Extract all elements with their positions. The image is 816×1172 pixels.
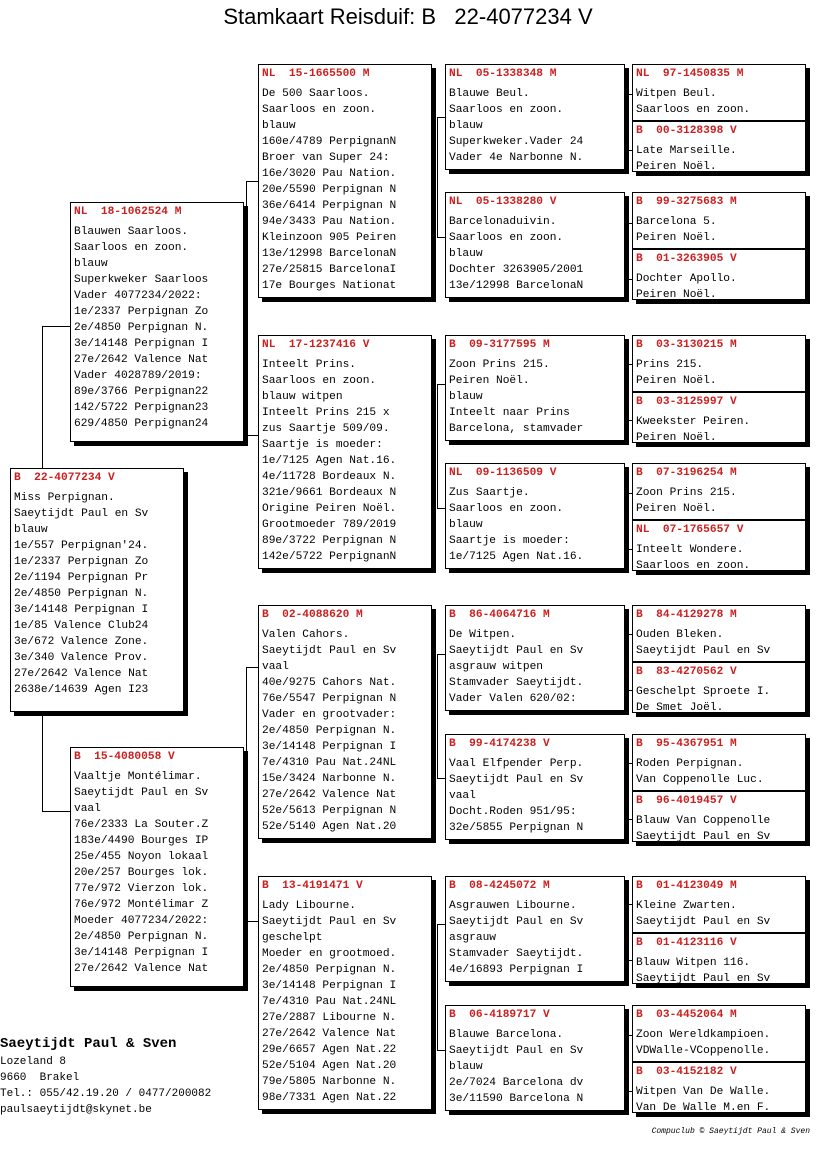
pigeon-card-ffm [445,192,625,298]
connector-line [437,237,445,238]
pigeon-info-line: Prins 215. [636,359,704,371]
owner-city: 9660 Brakel [0,1072,80,1084]
pigeon-info-line: Stamvader Saeytijdt. [449,677,584,689]
pigeon-info-line: 3e/14148 Perpignan I [262,980,397,992]
pigeon-info-line: 27e/2887 Libourne N. [262,1012,397,1024]
pigeon-info-line: 52e/5140 Agen Nat.20 [262,821,397,833]
pigeon-info-line: Saeytijdt Paul en Sv [636,831,771,842]
owner-name: Saeytijdt Paul & Sven [0,1036,177,1052]
connector-line [437,384,445,385]
connector-line [628,634,629,690]
pigeon-info-line: 160e/4789 PerpignanN [262,136,397,148]
connector-line [42,326,43,468]
ring-number: B 01-4123116 V [636,937,737,949]
pigeon-info-line: blauw [262,120,296,132]
owner-email: paulsaeytijdt@skynet.be [0,1104,152,1116]
pigeon-info-line: Inteelt Wondere. [636,544,744,556]
pigeon-info-line: 3e/14148 Perpignan I [74,338,209,350]
pigeon-info-line: Docht.Roden 951/95: [449,806,577,818]
pigeon-card-g2 [632,121,806,172]
ring-number: NL 18-1062524 M [74,206,182,218]
pigeon-info-line: 27e/2642 Valence Nat [262,789,397,801]
pigeon-card-sire-dam [258,335,432,569]
pigeon-info-line: 89e/3722 Perpignan N [262,535,397,547]
ring-number: B 08-4245072 M [449,880,550,892]
pigeon-info-line: Peiren Noël. [636,432,717,443]
pigeon-info-line: Valen Cahors. [262,629,350,641]
connector-line [628,493,629,549]
pigeon-info-line: 3e/340 Valence Prov. [14,652,149,664]
pigeon-info-line: 142/5722 Perpignan23 [74,402,209,414]
pigeon-card-dam [70,747,244,987]
pigeon-info-line: Dochter Apollo. [636,273,737,285]
pigeon-card-g9 [632,605,806,662]
pigeon-info-line: 98e/7331 Agen Nat.22 [262,1092,397,1104]
ring-number: B 02-4088620 M [262,609,363,621]
pigeon-info-line: Vader 4077234/2022: [74,290,202,302]
pigeon-card-g12 [632,791,806,842]
connector-line [42,326,70,327]
pigeon-info-line: Origine Peiren Noël. [262,503,397,515]
connector-line [437,508,445,509]
pigeon-info-line: 1e/557 Perpignan'24. [14,540,149,552]
pigeon-info-line: Geschelpt Sproete I. [636,686,771,698]
pigeon-info-line: Miss Perpignan. [14,492,115,504]
pigeon-info-line: Zoon Prins 215. [449,359,550,371]
pigeon-info-line: 2e/4850 Perpignan N. [262,964,397,976]
pigeon-info-line: 76e/972 Montélimar Z [74,899,209,911]
pigeon-info-line: 1e/85 Valence Club24 [14,620,149,632]
pigeon-info-line: De 500 Saarloos. [262,88,370,100]
pigeon-info-line: Saarloos en zoon. [449,104,564,116]
ring-number: B 06-4189717 V [449,1009,550,1021]
pigeon-info-line: 20e/257 Bourges lok. [74,867,209,879]
connector-line [246,435,258,436]
ring-number: NL 97-1450835 M [636,68,744,80]
pigeon-info-line: blauw [449,248,483,260]
pigeon-info-line: 52e/5613 Perpignan N [262,805,397,817]
pigeon-info-line: Peiren Noël. [636,375,717,387]
pigeon-info-line: Saeytijdt Paul en Sv [636,645,771,657]
ring-number: B 83-4270562 V [636,666,737,678]
pigeon-info-line: Moeder 4077234/2022: [74,915,209,927]
pigeon-card-g15 [632,1005,806,1062]
pigeon-info-line: Blauwen Saarloos. [74,226,189,238]
pigeon-info-line: Van De Walle M.en F. [636,1102,771,1113]
pigeon-info-line: 76e/5547 Perpignan N [262,693,397,705]
pigeon-info-line: Blauw Witpen 116. [636,957,751,969]
pigeon-info-line: 13e/12998 BarcelonaN [449,280,584,292]
pigeon-info-line: asgrauw witpen [449,661,543,673]
connector-line [437,117,438,237]
pigeon-info-line: 29e/6657 Agen Nat.22 [262,1044,397,1056]
pigeon-info-line: Saarloos en zoon. [636,560,751,571]
pigeon-info-line: Barcelona, stamvader [449,423,584,435]
pigeon-info-line: Saarloos en zoon. [262,375,377,387]
pigeon-info-line: Peiren Noël. [636,289,717,300]
ring-number: B 03-4152182 V [636,1066,737,1078]
footer-credit: Compuclub © Saeytijdt Paul & Sven [651,1127,810,1136]
ring-number: B 01-4123049 M [636,880,737,892]
pigeon-info-line: Kleine Zwarten. [636,900,737,912]
pigeon-info-line: Saeytijdt Paul en Sv [74,787,209,799]
pigeon-info-line: vaal [262,661,289,673]
pigeon-info-line: Vaaltje Montélimar. [74,771,202,783]
ring-number: B 22-4077234 V [14,472,115,484]
pigeon-info-line: Saeytijdt Paul en Sv [262,645,397,657]
pigeon-info-line: 1e/2337 Perpignan Zo [74,306,209,318]
pigeon-info-line: Saarloos en zoon. [262,104,377,116]
pigeon-info-line: 183e/4490 Bourges IP [74,835,209,847]
pigeon-info-line: 142e/5722 PerpignanN [262,551,397,563]
pigeon-info-line: Saeytijdt Paul en Sv [449,1045,584,1057]
ring-number: B 86-4064716 M [449,609,550,621]
ring-number: B 01-3263905 V [636,253,737,265]
pigeon-info-line: Stamvader Saeytijdt. [449,948,584,960]
pigeon-card-g4 [632,249,806,300]
pigeon-card-g13 [632,876,806,933]
pigeon-info-line: 629/4850 Perpignan24 [74,418,209,430]
connector-line [628,763,629,819]
pigeon-info-line: Peiren Noël. [636,161,717,172]
pigeon-card-g8 [632,520,806,571]
pigeon-info-line: Saeytijdt Paul en Sv [14,508,149,520]
pigeon-card-g16 [632,1062,806,1113]
pigeon-info-line: Moeder en grootmoed. [262,948,397,960]
pigeon-info-line: blauw [449,519,483,531]
pigeon-info-line: Zoon Wereldkampioen. [636,1029,771,1041]
ring-number: NL 17-1237416 V [262,339,370,351]
connector-line [246,921,258,922]
pigeon-info-line: 32e/5855 Perpignan N [449,822,584,834]
connector-line [437,117,445,118]
connector-line [437,924,438,1050]
pigeon-info-line: 36e/6414 Perpignan N [262,200,397,212]
pigeon-info-line: blauw [74,258,108,270]
pigeon-info-line: Vader Valen 620/02: [449,693,577,705]
pigeon-info-line: 27e/25815 BarcelonaI [262,264,397,276]
connector-line [437,1050,445,1051]
ring-number: B 96-4019457 V [636,795,737,807]
ring-number: B 15-4080058 V [74,751,175,763]
pigeon-info-line: Peiren Noël. [636,232,717,244]
pigeon-info-line: 20e/5590 Perpignan N [262,184,397,196]
connector-line [42,811,70,812]
pigeon-info-line: 25e/455 Noyon lokaal [74,851,209,863]
pigeon-card-mmm [445,1005,625,1111]
pigeon-card-g1 [632,64,806,121]
pigeon-info-line: Roden Perpignan. [636,758,744,770]
connector-line [628,1035,629,1091]
pigeon-info-line: 16e/3020 Pau Nation. [262,168,397,180]
ring-number: B 09-3177595 M [449,339,550,351]
pigeon-info-line: 40e/9275 Cahors Nat. [262,677,397,689]
owner-phone: Tel.: 055/42.19.20 / 0477/200082 [0,1088,212,1100]
pigeon-card-g6 [632,392,806,443]
pigeon-info-line: 79e/5805 Narbonne N. [262,1076,397,1088]
pigeon-card-g14 [632,933,806,984]
pigeon-info-line: blauw [14,524,48,536]
ring-number: B 03-3130215 M [636,339,737,351]
pigeon-info-line: Saarloos en zoon. [74,242,189,254]
connector-line [437,384,438,508]
pigeon-info-line: 2e/7024 Barcelona dv [449,1077,584,1089]
pigeon-info-line: Saarloos en zoon. [449,503,564,515]
pigeon-info-line: Broer van Super 24: [262,152,390,164]
ring-number: NL 15-1665500 M [262,68,370,80]
pigeon-info-line: Witpen Van De Walle. [636,1086,771,1098]
pigeon-info-line: Saarloos en zoon. [449,232,564,244]
connector-line [437,654,445,655]
pigeon-info-line: Saeytijdt Paul en Sv [636,916,771,928]
pigeon-info-line: Ouden Bleken. [636,629,724,641]
pigeon-card-mfm [445,734,625,840]
pigeon-info-line: Asgrauwen Libourne. [449,900,577,912]
connector-line [628,904,629,960]
pigeon-card-g11 [632,734,806,791]
pigeon-info-line: 1e/7125 Agen Nat.16. [262,455,397,467]
connector-line [628,364,629,420]
pigeon-info-line: 1e/7125 Agen Nat.16. [449,551,584,563]
connector-line [246,181,258,182]
connector-line [246,667,258,668]
pigeon-info-line: Superkweker Saarloos [74,274,209,286]
pigeon-info-line: 76e/2333 La Souter.Z [74,819,209,831]
pigeon-info-line: Late Marseille. [636,145,737,157]
connector-line [628,223,629,279]
pigeon-info-line: 2e/4850 Perpignan N. [74,322,209,334]
pigeon-info-line: Vader en grootvader: [262,709,397,721]
pigeon-info-line: Saeytijdt Paul en Sv [449,916,584,928]
pigeon-info-line: zus Saartje 509/09. [262,423,390,435]
pigeon-info-line: 89e/3766 Perpignan22 [74,386,209,398]
pigeon-info-line: Saartje is moeder: [449,535,570,547]
pigeon-info-line: Lady Libourne. [262,900,356,912]
pigeon-card-fff [445,64,625,170]
pigeon-info-line: Kweekster Peiren. [636,416,751,428]
pigeon-info-line: 13e/12998 BarcelonaN [262,248,397,260]
pigeon-info-line: Saeytijdt Paul en Sv [262,916,397,928]
pigeon-info-line: Vader 4028789/2019: [74,370,202,382]
ring-number: NL 07-1765657 V [636,524,744,536]
pigeon-info-line: Barcelonaduivin. [449,216,557,228]
pigeon-info-line: Blauwe Beul. [449,88,530,100]
pigeon-info-line: Saeytijdt Paul en Sv [449,645,584,657]
pigeon-info-line: Vaal Elfpender Perp. [449,758,584,770]
pigeon-info-line: asgrauw [449,932,496,944]
pigeon-card-sire [70,202,244,442]
pigeon-card-g10 [632,662,806,713]
pigeon-info-line: De Witpen. [449,629,517,641]
ring-number: B 99-4174238 V [449,738,550,750]
pigeon-info-line: blauw [449,1061,483,1073]
pigeon-info-line: Blauw Van Coppenolle [636,815,771,827]
pigeon-card-mmf [445,876,625,982]
pigeon-info-line: Grootmoeder 789/2019 [262,519,397,531]
ring-number: B 99-3275683 M [636,196,737,208]
connector-line [437,924,445,925]
pigeon-info-line: 15e/3424 Narbonne N. [262,773,397,785]
connector-line [628,94,629,150]
pigeon-info-line: 3e/11590 Barcelona N [449,1093,584,1105]
pigeon-info-line: 7e/4310 Pau Nat.24NL [262,996,397,1008]
ring-number: B 03-3125997 V [636,396,737,408]
pigeon-info-line: 3e/14148 Perpignan I [14,604,149,616]
pigeon-info-line: 27e/2642 Valence Nat [74,354,209,366]
ring-number: B 00-3128398 V [636,125,737,137]
connector-line [246,667,247,921]
pigeon-info-line: Kleinzoon 905 Peiren [262,232,397,244]
connector-line [246,181,247,435]
pigeon-info-line: vaal [74,803,101,815]
pigeon-card-fmm [445,463,625,569]
pigeon-info-line: Superkweker.Vader 24 [449,136,584,148]
owner-block [0,1034,211,1118]
pigeon-card-sire-sire [258,64,432,298]
pigeon-card-subject [10,468,184,712]
ring-number: B 07-3196254 M [636,467,737,479]
pigeon-info-line: Inteelt Prins. [262,359,356,371]
pigeon-card-dam-sire [258,605,432,839]
pigeon-info-line: Zus Saartje. [449,487,530,499]
pigeon-info-line: Barcelona 5. [636,216,717,228]
pigeon-info-line: Saarloos en zoon. [636,104,751,116]
ring-number: NL 05-1338348 M [449,68,557,80]
pigeon-info-line: 1e/2337 Perpignan Zo [14,556,149,568]
pigeon-info-line: 27e/2642 Valence Nat [74,963,209,975]
ring-number: B 13-4191471 V [262,880,363,892]
pigeon-info-line: 3e/672 Valence Zone. [14,636,149,648]
pigeon-info-line: Peiren Noël. [449,375,530,387]
pigeon-card-fmf [445,335,625,441]
pigeon-card-mff [445,605,625,711]
pigeon-info-line: Peiren Noël. [636,503,717,515]
pigeon-info-line: geschelpt [262,932,323,944]
pigeon-info-line: Zoon Prins 215. [636,487,737,499]
pigeon-info-line: 2e/4850 Perpignan N. [14,588,149,600]
pigeon-info-line: 321e/9661 Bordeaux N [262,487,397,499]
pigeon-info-line: Blauwe Barcelona. [449,1029,564,1041]
pigeon-info-line: 17e Bourges Nationat [262,280,397,292]
pigeon-info-line: Dochter 3263905/2001 [449,264,584,276]
pigeon-info-line: Saeytijdt Paul en Sv [636,973,771,984]
pigeon-info-line: Vader 4e Narbonne N. [449,152,584,164]
pigeon-card-dam-dam [258,876,432,1110]
connector-line [437,778,445,779]
pigeon-info-line: 27e/2642 Valence Nat [262,1028,397,1040]
pigeon-card-g3 [632,192,806,249]
pigeon-info-line: Saeytijdt Paul en Sv [449,774,584,786]
pigeon-info-line: Van Coppenolle Luc. [636,774,764,786]
owner-address: Lozeland 8 [0,1056,67,1068]
pigeon-info-line: Inteelt naar Prins [449,407,570,419]
pigeon-info-line: 3e/14148 Perpignan I [74,947,209,959]
ring-number: NL 09-1136509 V [449,467,557,479]
pigeon-info-line: 2e/4850 Perpignan N. [74,931,209,943]
pigeon-info-line: vaal [449,790,476,802]
pigeon-info-line: 7e/4310 Pau Nat.24NL [262,757,397,769]
pigeon-info-line: 4e/11728 Bordeaux N. [262,471,397,483]
pigeon-info-line: 3e/14148 Perpignan I [262,741,397,753]
pigeon-info-line: blauw [449,120,483,132]
pigeon-info-line: Saartje is moeder: [262,439,383,451]
ring-number: B 95-4367951 M [636,738,737,750]
pigeon-info-line: 2638e/14639 Agen I23 [14,684,149,696]
pigeon-info-line: VDWalle-VCoppenolle. [636,1045,771,1057]
pigeon-info-line: Inteelt Prins 215 x [262,407,390,419]
pigeon-info-line: blauw witpen [262,391,343,403]
ring-number: B 84-4129278 M [636,609,737,621]
pigeon-info-line: 94e/3433 Pau Nation. [262,216,397,228]
page-title: Stamkaart Reisduif: B 22-4077234 V [223,4,593,29]
pigeon-info-line: blauw [449,391,483,403]
pigeon-info-line: 77e/972 Vierzon lok. [74,883,209,895]
pigeon-info-line: De Smet Joël. [636,702,724,713]
ring-number: B 03-4452064 M [636,1009,737,1021]
pigeon-info-line: 2e/4850 Perpignan N. [262,725,397,737]
connector-line [437,654,438,778]
pigeon-info-line: 52e/5104 Agen Nat.20 [262,1060,397,1072]
connector-line [42,712,43,811]
pigeon-info-line: 4e/16893 Perpignan I [449,964,584,976]
pigeon-card-g7 [632,463,806,520]
pigeon-info-line: Witpen Beul. [636,88,717,100]
pigeon-card-g5 [632,335,806,392]
pigeon-info-line: 2e/1194 Perpignan Pr [14,572,149,584]
ring-number: NL 05-1338280 V [449,196,557,208]
pigeon-info-line: 27e/2642 Valence Nat [14,668,149,680]
